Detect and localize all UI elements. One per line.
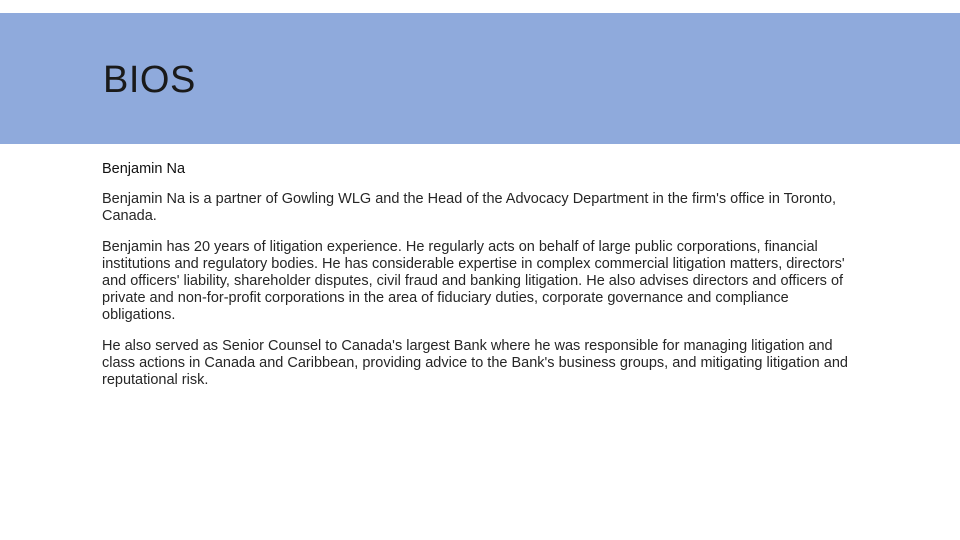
bio-content <box>102 161 862 403</box>
bio-paragraph-1: Benjamin Na is a partner of Gowling WLG and the Head of the Advocacy Department in the firm's office in Toronto, Canada. <box>102 191 837 224</box>
slide-title: BIOS <box>103 59 196 101</box>
bio-paragraph-3: He also served as Senior Counsel to Canada's largest Bank where he was responsible for managing litigation and class actions in Canada and Caribbean, providing advice to the Bank's business groups, and mitigating litigation and reputational risk. <box>102 338 848 388</box>
bio-name: Benjamin Na <box>102 161 186 177</box>
bio-paragraph-2: Benjamin has 20 years of litigation experience. He regularly acts on behalf of large public corporations, financial institutions and regulatory bodies. He has considerable expertise in complex commercial litigation matters, directors' and officers' liability, shareholder disputes, civil fraud and banking litigation. He also advises directors and officers of private and non-for-profit corporations in the area of fiduciary duties, corporate governance and compliance obligations. <box>102 239 845 323</box>
